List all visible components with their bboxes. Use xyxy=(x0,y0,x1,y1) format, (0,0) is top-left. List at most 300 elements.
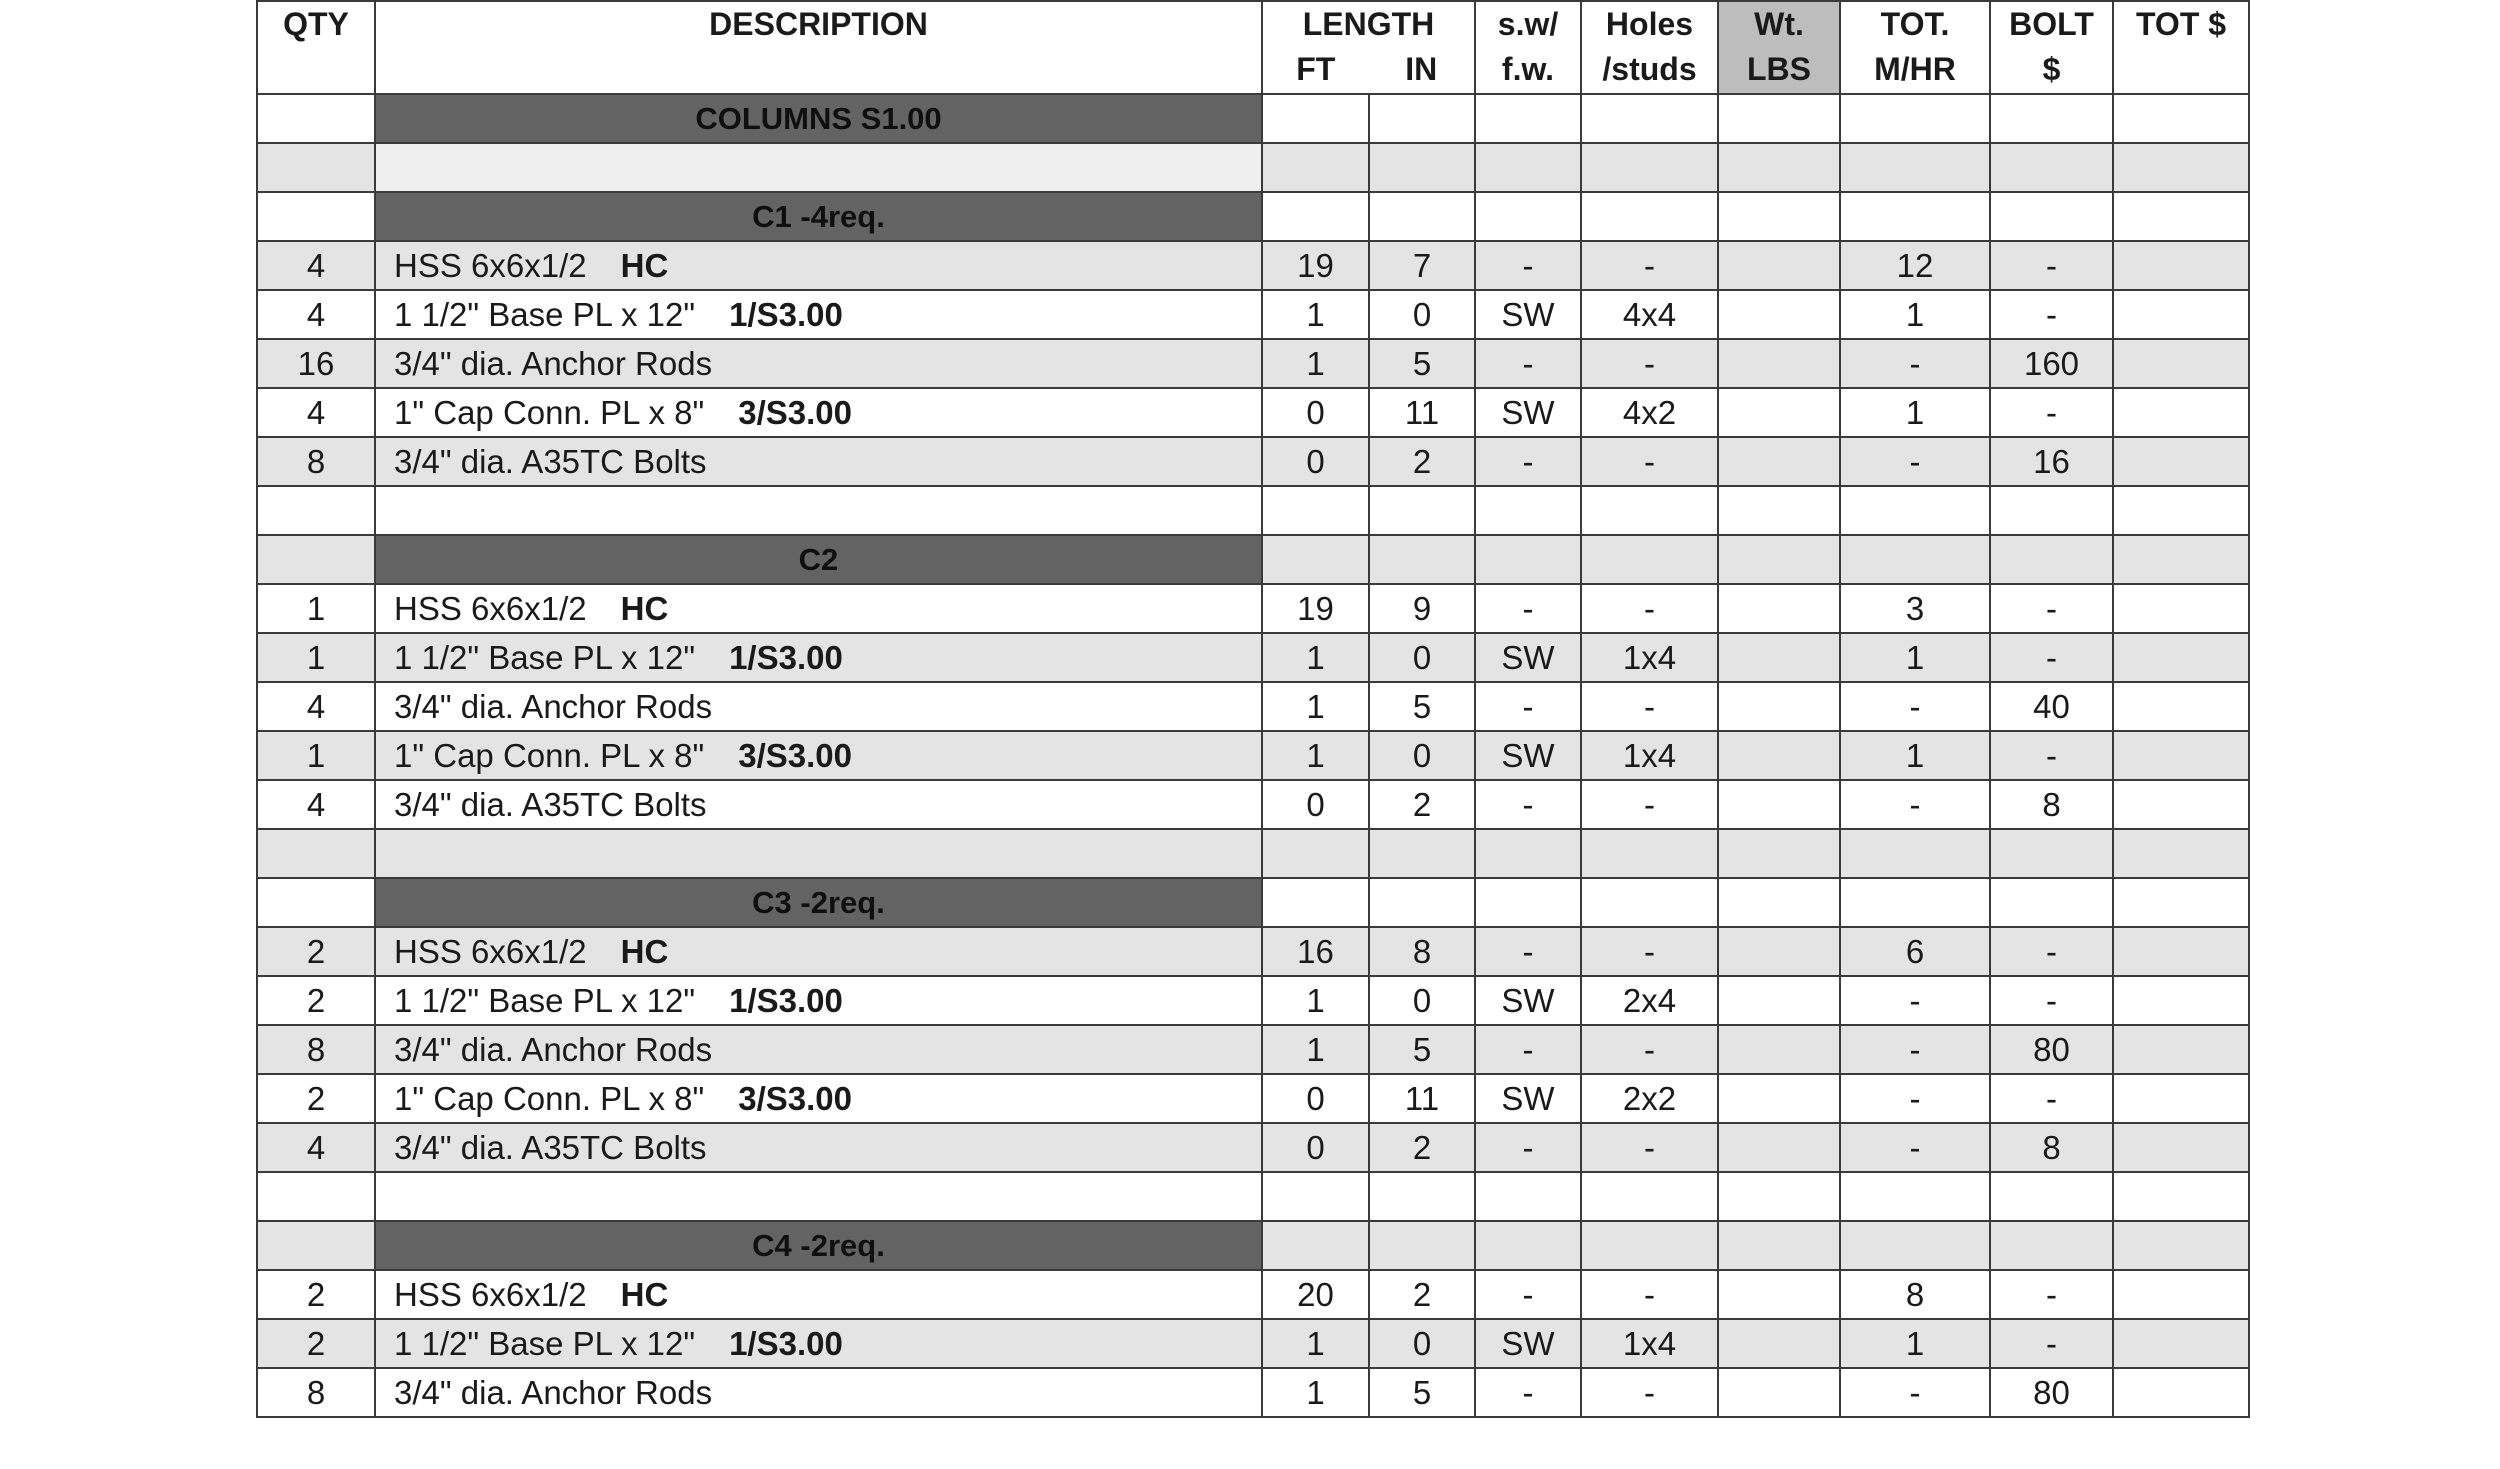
holes-cell: - xyxy=(1581,1123,1718,1172)
ft-cell: 0 xyxy=(1262,437,1369,486)
sw-cell: SW xyxy=(1475,1319,1581,1368)
empty-cell xyxy=(1990,1221,2113,1270)
empty-cell xyxy=(1475,1221,1581,1270)
table-row xyxy=(257,780,2249,829)
description-text: HSS 6x6x1/2 xyxy=(394,589,587,627)
detail-reference: 1/S3.00 xyxy=(729,1324,843,1362)
header-row xyxy=(257,1,2249,94)
bolt-cell: - xyxy=(1990,584,2113,633)
group-title-row xyxy=(257,1221,2249,1270)
empty-cell xyxy=(1718,143,1840,192)
in-cell: 5 xyxy=(1369,339,1475,388)
empty-cell xyxy=(1581,1172,1718,1221)
tot-cell xyxy=(2113,682,2249,731)
wt-cell xyxy=(1718,976,1840,1025)
bolt-cell: 8 xyxy=(1990,1123,2113,1172)
bolt-cell: - xyxy=(1990,1074,2113,1123)
in-cell: 2 xyxy=(1369,1270,1475,1319)
detail-reference: 3/S3.00 xyxy=(738,1079,852,1117)
mhr-cell: 3 xyxy=(1840,584,1990,633)
sw-cell: - xyxy=(1475,1270,1581,1319)
empty-cell xyxy=(1840,829,1990,878)
ft-cell: 1 xyxy=(1262,339,1369,388)
qty-cell: 4 xyxy=(257,1123,375,1172)
empty-cell xyxy=(1369,1221,1475,1270)
empty-cell xyxy=(2113,94,2249,143)
qty-cell: 2 xyxy=(257,927,375,976)
mhr-cell: - xyxy=(1840,437,1990,486)
sw-cell: - xyxy=(1475,339,1581,388)
empty-cell xyxy=(1718,1221,1840,1270)
description-cell xyxy=(375,1319,1262,1368)
in-cell: 5 xyxy=(1369,682,1475,731)
tot-cell xyxy=(2113,584,2249,633)
sw-cell: SW xyxy=(1475,731,1581,780)
empty-cell xyxy=(257,192,375,241)
holes-cell: 1x4 xyxy=(1581,1319,1718,1368)
table-row xyxy=(257,290,2249,339)
spacer-row xyxy=(257,829,2249,878)
description-cell xyxy=(375,731,1262,780)
ft-cell: 1 xyxy=(1262,1368,1369,1417)
ft-cell: 19 xyxy=(1262,584,1369,633)
empty-cell xyxy=(1718,192,1840,241)
sw-cell: SW xyxy=(1475,633,1581,682)
group-title-row xyxy=(257,878,2249,927)
length-header xyxy=(1262,1,1475,94)
bolt-cell: - xyxy=(1990,731,2113,780)
ft-cell: 19 xyxy=(1262,241,1369,290)
tot-cell xyxy=(2113,633,2249,682)
holes-cell: - xyxy=(1581,1368,1718,1417)
table-row xyxy=(257,584,2249,633)
holes-cell: 4x4 xyxy=(1581,290,1718,339)
empty-cell xyxy=(1475,535,1581,584)
sw-cell: - xyxy=(1475,1025,1581,1074)
description-cell xyxy=(375,1123,1262,1172)
description-text: 3/4" dia. A35TC Bolts xyxy=(394,1128,707,1166)
description-cell xyxy=(375,1368,1262,1417)
empty-cell xyxy=(1990,878,2113,927)
bolt-cell: 8 xyxy=(1990,780,2113,829)
empty-cell xyxy=(1990,143,2113,192)
detail-reference: 3/S3.00 xyxy=(738,393,852,431)
qty-cell: 8 xyxy=(257,437,375,486)
empty-cell xyxy=(2113,192,2249,241)
wt-cell xyxy=(1718,1270,1840,1319)
tot-cell xyxy=(2113,1123,2249,1172)
tot-cell xyxy=(2113,290,2249,339)
spacer-row xyxy=(257,1172,2249,1221)
bolt-cell: - xyxy=(1990,388,2113,437)
sw-cell: SW xyxy=(1475,290,1581,339)
empty-cell xyxy=(375,1172,1262,1221)
empty-cell xyxy=(1581,535,1718,584)
empty-cell xyxy=(1840,1172,1990,1221)
empty-cell xyxy=(1581,143,1718,192)
empty-cell xyxy=(1475,829,1581,878)
empty-cell xyxy=(1475,1172,1581,1221)
spacer-row xyxy=(257,486,2249,535)
sw-cell: SW xyxy=(1475,976,1581,1025)
holes-cell: 2x2 xyxy=(1581,1074,1718,1123)
ft-cell: 1 xyxy=(1262,976,1369,1025)
description-text: 1" Cap Conn. PL x 8" xyxy=(394,393,705,431)
qty-cell: 2 xyxy=(257,1270,375,1319)
description-cell xyxy=(375,241,1262,290)
tot-dollar-header: TOT $ xyxy=(2113,1,2249,94)
description-cell xyxy=(375,633,1262,682)
qty-cell: 16 xyxy=(257,339,375,388)
empty-cell xyxy=(257,486,375,535)
mhr-cell: - xyxy=(1840,1074,1990,1123)
empty-cell xyxy=(1475,94,1581,143)
bolt-cell: - xyxy=(1990,633,2113,682)
ft-cell: 1 xyxy=(1262,682,1369,731)
in-cell: 0 xyxy=(1369,633,1475,682)
empty-cell xyxy=(1475,192,1581,241)
group-title-row xyxy=(257,192,2249,241)
table-row xyxy=(257,388,2249,437)
empty-cell xyxy=(257,1172,375,1221)
empty-cell xyxy=(1369,878,1475,927)
wt-cell xyxy=(1718,388,1840,437)
tot-cell xyxy=(2113,731,2249,780)
description-text: 1 1/2" Base PL x 12" xyxy=(394,295,696,333)
wt-cell xyxy=(1718,1319,1840,1368)
empty-cell xyxy=(1475,143,1581,192)
holes-cell: - xyxy=(1581,927,1718,976)
in-cell: 11 xyxy=(1369,388,1475,437)
bolt-header: BOLT $ xyxy=(1990,1,2113,94)
empty-cell xyxy=(2113,878,2249,927)
detail-reference: HC xyxy=(620,589,669,627)
description-text: 1 1/2" Base PL x 12" xyxy=(394,1324,696,1362)
empty-cell xyxy=(1990,486,2113,535)
mhr-cell: - xyxy=(1840,976,1990,1025)
table-row xyxy=(257,1270,2249,1319)
mhr-cell: - xyxy=(1840,339,1990,388)
sw-cell: SW xyxy=(1475,388,1581,437)
wt-cell xyxy=(1718,584,1840,633)
empty-cell xyxy=(1369,192,1475,241)
group-title: C3 -2req. xyxy=(375,878,1262,927)
empty-cell xyxy=(1718,535,1840,584)
empty-cell xyxy=(257,143,375,192)
in-cell: 2 xyxy=(1369,780,1475,829)
description-cell xyxy=(375,927,1262,976)
description-text: 3/4" dia. Anchor Rods xyxy=(394,344,713,382)
holes-header: Holes /studs xyxy=(1581,1,1718,94)
empty-cell xyxy=(1990,535,2113,584)
empty-cell xyxy=(1369,486,1475,535)
table-row xyxy=(257,633,2249,682)
qty-cell: 4 xyxy=(257,780,375,829)
mhr-cell: 1 xyxy=(1840,1319,1990,1368)
sw-cell: - xyxy=(1475,241,1581,290)
in-cell: 0 xyxy=(1369,1319,1475,1368)
bolt-cell: 160 xyxy=(1990,339,2113,388)
empty-cell xyxy=(1840,486,1990,535)
in-cell: 5 xyxy=(1369,1368,1475,1417)
description-text: 3/4" dia. Anchor Rods xyxy=(394,1030,713,1068)
description-cell xyxy=(375,780,1262,829)
sw-cell: SW xyxy=(1475,1074,1581,1123)
sw-cell: - xyxy=(1475,437,1581,486)
empty-cell xyxy=(1990,829,2113,878)
empty-cell xyxy=(1718,829,1840,878)
sw-cell: - xyxy=(1475,682,1581,731)
sw-cell: - xyxy=(1475,927,1581,976)
empty-cell xyxy=(1262,829,1369,878)
description-text: 3/4" dia. Anchor Rods xyxy=(394,687,713,725)
tot-cell xyxy=(2113,1368,2249,1417)
qty-cell: 8 xyxy=(257,1368,375,1417)
wt-cell xyxy=(1718,731,1840,780)
table-row xyxy=(257,1025,2249,1074)
empty-cell xyxy=(257,535,375,584)
group-title: C2 xyxy=(375,535,1262,584)
empty-cell xyxy=(1262,143,1369,192)
holes-cell: - xyxy=(1581,1025,1718,1074)
table-row xyxy=(257,731,2249,780)
empty-cell xyxy=(1581,829,1718,878)
wt-cell xyxy=(1718,1074,1840,1123)
bolt-cell: - xyxy=(1990,1319,2113,1368)
wt-cell xyxy=(1718,633,1840,682)
ft-cell: 0 xyxy=(1262,388,1369,437)
weight-header: Wt. LBS xyxy=(1718,1,1840,94)
in-cell: 11 xyxy=(1369,1074,1475,1123)
qty-cell: 4 xyxy=(257,241,375,290)
qty-cell: 4 xyxy=(257,290,375,339)
description-text: 1 1/2" Base PL x 12" xyxy=(394,638,696,676)
tot-cell xyxy=(2113,437,2249,486)
tot-cell xyxy=(2113,339,2249,388)
ft-cell: 16 xyxy=(1262,927,1369,976)
empty-cell xyxy=(1840,143,1990,192)
mhr-cell: 12 xyxy=(1840,241,1990,290)
holes-cell: 2x4 xyxy=(1581,976,1718,1025)
table-row xyxy=(257,241,2249,290)
empty-cell xyxy=(1718,1172,1840,1221)
description-text: HSS 6x6x1/2 xyxy=(394,1275,587,1313)
material-takeoff-table xyxy=(256,0,2250,1418)
wt-cell xyxy=(1718,780,1840,829)
mhr-cell: 1 xyxy=(1840,290,1990,339)
tot-cell xyxy=(2113,976,2249,1025)
qty-cell: 4 xyxy=(257,682,375,731)
tot-cell xyxy=(2113,1319,2249,1368)
empty-cell xyxy=(1369,829,1475,878)
wt-cell xyxy=(1718,437,1840,486)
description-cell xyxy=(375,388,1262,437)
sheet-title-row xyxy=(257,94,2249,143)
empty-cell xyxy=(1475,878,1581,927)
bolt-cell: - xyxy=(1990,927,2113,976)
empty-cell xyxy=(1262,1221,1369,1270)
mhr-cell: 6 xyxy=(1840,927,1990,976)
qty-cell: 8 xyxy=(257,1025,375,1074)
group-title: C1 -4req. xyxy=(375,192,1262,241)
wt-cell xyxy=(1718,1123,1840,1172)
holes-cell: - xyxy=(1581,437,1718,486)
table-row xyxy=(257,339,2249,388)
ft-cell: 0 xyxy=(1262,780,1369,829)
empty-cell xyxy=(1840,1221,1990,1270)
length-header-label: LENGTH xyxy=(1302,6,1435,42)
qty-cell: 2 xyxy=(257,1319,375,1368)
qty-cell: 2 xyxy=(257,976,375,1025)
description-text: HSS 6x6x1/2 xyxy=(394,246,587,284)
sw-cell: - xyxy=(1475,1368,1581,1417)
qty-cell: 1 xyxy=(257,584,375,633)
mhr-cell: - xyxy=(1840,780,1990,829)
empty-cell xyxy=(2113,1221,2249,1270)
empty-cell xyxy=(375,829,1262,878)
empty-cell xyxy=(1262,486,1369,535)
wt-cell xyxy=(1718,1025,1840,1074)
table-row xyxy=(257,1368,2249,1417)
tot-cell xyxy=(2113,1025,2249,1074)
ft-cell: 1 xyxy=(1262,1319,1369,1368)
empty-cell xyxy=(1840,94,1990,143)
table-row xyxy=(257,1319,2249,1368)
ft-cell: 0 xyxy=(1262,1074,1369,1123)
spacer-row xyxy=(257,143,2249,192)
table-row xyxy=(257,1123,2249,1172)
table-row xyxy=(257,927,2249,976)
in-cell: 0 xyxy=(1369,731,1475,780)
in-cell: 2 xyxy=(1369,1123,1475,1172)
empty-cell xyxy=(1718,486,1840,535)
wt-cell xyxy=(1718,1368,1840,1417)
in-cell: 9 xyxy=(1369,584,1475,633)
qty-cell: 1 xyxy=(257,731,375,780)
empty-cell xyxy=(1262,1172,1369,1221)
description-cell xyxy=(375,584,1262,633)
mhr-cell: - xyxy=(1840,1123,1990,1172)
description-cell xyxy=(375,339,1262,388)
ft-cell: 20 xyxy=(1262,1270,1369,1319)
length-in-header: IN xyxy=(1405,51,1438,87)
holes-cell: - xyxy=(1581,339,1718,388)
table-body xyxy=(257,94,2249,1417)
description-text: 1" Cap Conn. PL x 8" xyxy=(394,1079,705,1117)
bolt-cell: - xyxy=(1990,241,2113,290)
empty-cell xyxy=(2113,535,2249,584)
qty-cell: 4 xyxy=(257,388,375,437)
mhr-cell: - xyxy=(1840,1368,1990,1417)
wt-cell xyxy=(1718,682,1840,731)
holes-cell: 1x4 xyxy=(1581,731,1718,780)
empty-cell xyxy=(1581,1221,1718,1270)
description-text: 1" Cap Conn. PL x 8" xyxy=(394,736,705,774)
empty-cell xyxy=(1990,94,2113,143)
description-cell xyxy=(375,1270,1262,1319)
empty-cell xyxy=(1840,192,1990,241)
qty-cell: 2 xyxy=(257,1074,375,1123)
bolt-cell: 16 xyxy=(1990,437,2113,486)
detail-reference: HC xyxy=(620,932,669,970)
description-text: 3/4" dia. A35TC Bolts xyxy=(394,442,707,480)
empty-cell xyxy=(1262,192,1369,241)
empty-cell xyxy=(1475,486,1581,535)
detail-reference: 1/S3.00 xyxy=(729,638,843,676)
empty-cell xyxy=(375,486,1262,535)
bolt-cell: - xyxy=(1990,976,2113,1025)
sw-cell: - xyxy=(1475,780,1581,829)
empty-cell xyxy=(1990,1172,2113,1221)
empty-cell xyxy=(375,143,1262,192)
empty-cell xyxy=(1581,878,1718,927)
empty-cell xyxy=(1718,94,1840,143)
group-title: C4 -2req. xyxy=(375,1221,1262,1270)
holes-cell: - xyxy=(1581,1270,1718,1319)
description-text: 1 1/2" Base PL x 12" xyxy=(394,981,696,1019)
length-ft-header: FT xyxy=(1296,51,1336,87)
empty-cell xyxy=(257,1221,375,1270)
tot-cell xyxy=(2113,927,2249,976)
empty-cell xyxy=(1990,192,2113,241)
holes-cell: - xyxy=(1581,682,1718,731)
description-cell xyxy=(375,1025,1262,1074)
detail-reference: HC xyxy=(620,1275,669,1313)
empty-cell xyxy=(1581,94,1718,143)
holes-cell: 1x4 xyxy=(1581,633,1718,682)
wt-cell xyxy=(1718,241,1840,290)
tot-cell xyxy=(2113,780,2249,829)
wt-cell xyxy=(1718,339,1840,388)
empty-cell xyxy=(1840,878,1990,927)
ft-cell: 1 xyxy=(1262,1025,1369,1074)
empty-cell xyxy=(257,94,375,143)
in-cell: 5 xyxy=(1369,1025,1475,1074)
in-cell: 0 xyxy=(1369,290,1475,339)
in-cell: 8 xyxy=(1369,927,1475,976)
tot-cell xyxy=(2113,1074,2249,1123)
wt-cell xyxy=(1718,290,1840,339)
empty-cell xyxy=(1840,535,1990,584)
description-text: 3/4" dia. A35TC Bolts xyxy=(394,785,707,823)
description-cell xyxy=(375,976,1262,1025)
empty-cell xyxy=(1369,94,1475,143)
bolt-cell: 80 xyxy=(1990,1368,2113,1417)
in-cell: 0 xyxy=(1369,976,1475,1025)
mhr-cell: 1 xyxy=(1840,731,1990,780)
ft-cell: 0 xyxy=(1262,1123,1369,1172)
sw-cell: - xyxy=(1475,584,1581,633)
empty-cell xyxy=(2113,486,2249,535)
empty-cell xyxy=(1369,535,1475,584)
ft-cell: 1 xyxy=(1262,633,1369,682)
tot-cell xyxy=(2113,241,2249,290)
detail-reference: HC xyxy=(620,246,669,284)
description-cell xyxy=(375,1074,1262,1123)
in-cell: 7 xyxy=(1369,241,1475,290)
ft-cell: 1 xyxy=(1262,290,1369,339)
empty-cell xyxy=(257,878,375,927)
table-row xyxy=(257,682,2249,731)
bolt-cell: - xyxy=(1990,1270,2113,1319)
qty-header: QTY xyxy=(257,1,375,94)
holes-cell: - xyxy=(1581,584,1718,633)
empty-cell xyxy=(2113,143,2249,192)
description-cell xyxy=(375,290,1262,339)
empty-cell xyxy=(1718,878,1840,927)
description-cell xyxy=(375,682,1262,731)
description-header: DESCRIPTION xyxy=(375,1,1262,94)
